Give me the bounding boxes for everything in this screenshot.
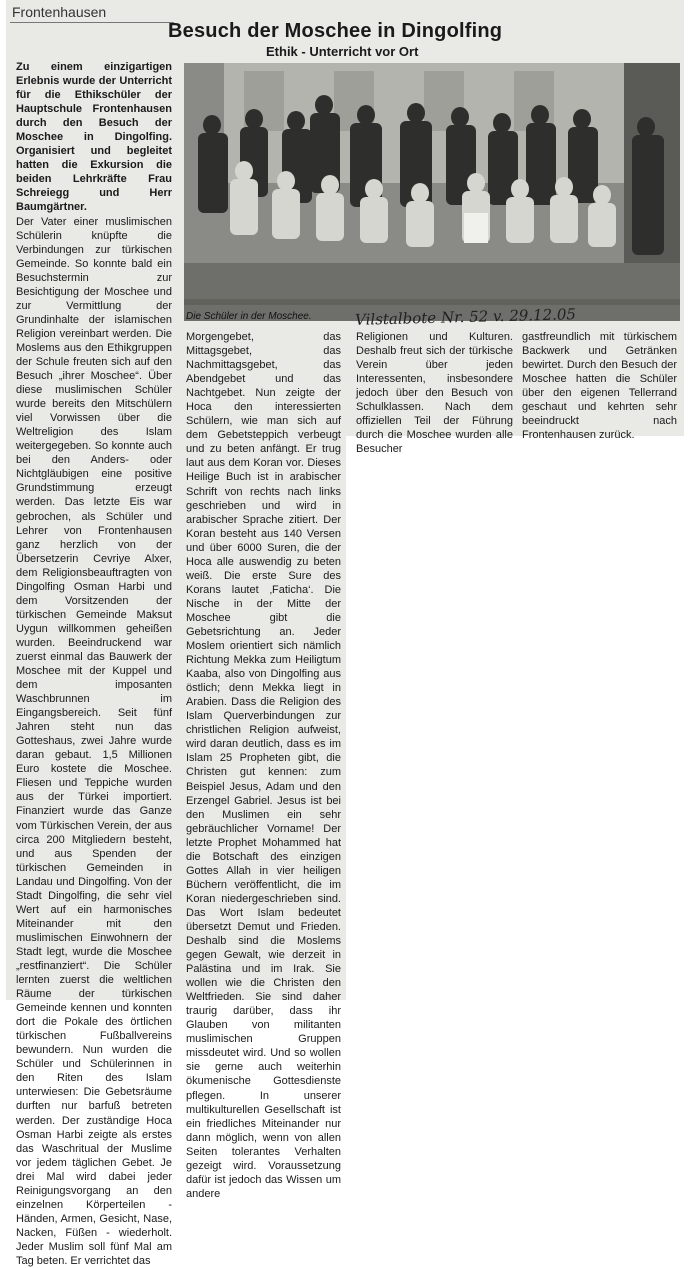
article-headline: Besuch der Moschee in Dingolfing [168,20,503,42]
photo-caption: Die Schüler in der Moschee. [186,311,312,322]
section-label: Frontenhausen [12,4,107,20]
article-column-1 [16,60,172,1268]
handwritten-source-note: Vilstalbote Nr. 52 v. 29.12.05 [354,305,577,329]
article-text-column-1: Der Vater einer muslimischen Schülerin knüpfte die Verbindungen zur türkischen Gemeinde. So konnte bald ein Besuchstermin zur Besichtigung der Moschee und zur Vermittlung der Grundinhalte der islamischen Religion vereinbart werden. Die Moslems aus den Ethikgruppen der Schule freuten sich auf den Besuch „ihrer Moschee“. Über diese muslimischen Schüler wurde bereits den Mitschülern viel Vorwissen über die Weltreligion des Islam weitergegeben. So konnte auch bei den Anders- oder Nichtgläubigen eine positive Grundstimmung erzeugt werden. Das letzte Eis war gebrochen, als Schüler und Lehrer von Frontenhausen ganz herzlich von der Übersetzerin Cevriye Alxer, dem Religionsbeauftragten von Dingolfing Osman Harbi und dem Vorsitzenden der türkischen Gemeinde Maksut Uygun willkommen geheißen wurden. Beeindruckend war zuerst einmal das Bauwerk der Moschee mit der Kuppel und dem imposanten Waschbrunnen im Eingangsbereich. Seit fünf Jahren steht nun das Gotteshaus, zwei Jahre wurde daran gebaut. 1,5 Millionen Euro kostete die Moschee. Fliesen und Teppiche wurden aus der Türkei importiert. Finanziert wurde das Ganze vom Türkischen Verein, der aus circa 200 Mitgliedern besteht, und aus Spenden der türkischen Gemeinden in Landau und Dingolfing. Von der Stadt Dingolfing, die sehr viel Wert auf ein harmonisches Miteinander mit den muslimischen Einwohnern der Stadt legt, wurde die Moschee „restfinanziert“. Die Schüler lernten zuerst die weltlichen Räume der türkischen Gemeinde kennen und konnten dort die Pokale des örtlichen türkischen Fußballvereins bewundern. Nun wurden die Schüler und Schülerinnen in den Riten des Islam unterwiesen: Die Gebetsräume durften nur barfuß betreten werden. Der zuständige Hoca Osman Harbi zeigte als erstes das Waschritual der Muslime vor jedem täglichen Gebet. Je drei Mal wird dabei jeder Reinigungsvorgang an den einzelnen Körperteilen - Händen, Armen, Gesicht, Nase, Nacken, Füßen - wiederholt. Jeder Muslim soll fünf Mal am Tag beten. Er verrichtet das [16,215,172,1267]
article-intro: Zu einem einzigartigen Erlebnis wurde der Unterricht für die Ethikschüler der Hauptschule Frontenhausen durch den Besuch der Moschee in Dingolfing. Organisiert und begleitet hatten die Exkursion die beiden Lehrkräfte Frau Schreiegg und Herr Baumgärtner. [16,61,172,214]
article-text-column-2: Morgengebet, das Mittagsgebet, das Nachmittagsgebet, das Abendgebet und das Nachtgebet. Nun zeigte der Hoca den interessierten Schülern, wie man sich auf dem Gebetsteppich verbeugt und zu beten anfängt. Er trug laut aus dem Koran vor. Dieses Heilige Buch ist in arabischer Schrift von rechts nach links geschrieben und wird in arabischer Sprache zitiert. Der Koran besteht aus 140 Versen und über 6000 Suren, die der Hoca alle auswendig zu beten weiß. Die erste Sure des Korans lautet ‚Faticha‘. Die Nische in der Mitte der Moschee gibt die Gebetsrichtung an. Jeder Moslem orientiert sich nämlich Richtung Mekka zum Heiligtum Kaaba, also von Dingolfing aus östlich; denn Mekka liegt in Arabien. Dass die Religion des Islam Querverbindungen zur christlichen Religion aufweist, wird daran deutlich, dass es im Islam 25 Propheten gibt, die Christen gut kennen: zum Beispiel Jesus, Adam und den Erzengel Gabriel. Jesus ist bei den Muslimen ein sehr gebräuchlicher Vorname! Der letzte Prophet Mohammed hat die Botschaft des einzigen Gottes Allah in vier heiligen Büchern veröffentlicht, die im Koran niedergeschrieben sind. Das Wort Islam bedeutet übersetzt Demut und Frieden. Deshalb sind die Moslems gegen Gewalt, wie derzeit in Palästina und im Irak. Sie wollen wie die Christen den Weltfrieden. Sie sind daher traurig darüber, dass ihr Glauben von militanten muslimischen Gruppen missdeutet wird. Und so wollen sie gerne auch weiterhin ökumenische Gottesdienste pflegen. In unserer multikulturellen Gesellschaft ist ein friedliches Miteinander nur dann möglich, wenn von allen Seiten tolerantes Verhalten gezeigt wird. Voraussetzung dafür ist jedoch das Wissen um andere [186,331,341,1200]
article-column-2 [186,330,341,1201]
article-text-column-4: gastfreundlich mit türkischem Backwerk und Getränken bewirtet. Durch den Besuch der Moschee hatten die Schüler über den eigenen Tellerrand geschaut und kehrten sehr beeindruckt nach Frontenhausen zurück. [522,331,677,442]
article-column-4 [522,330,677,442]
group-photo [184,63,680,321]
article-column-3 [356,330,513,456]
section-divider [10,22,174,23]
article-subheadline: Ethik - Unterricht vor Ort [266,44,419,59]
group-photo-illustration [184,63,680,321]
article-text-column-3: Religionen und Kulturen. Deshalb freut sich der türkische Verein über jeden Interessenten, insbesondere jedoch über den Besuch von Schulklassen. Nach dem offiziellen Teil der Führung durch die Moschee wurden alle Besucher [356,331,513,456]
